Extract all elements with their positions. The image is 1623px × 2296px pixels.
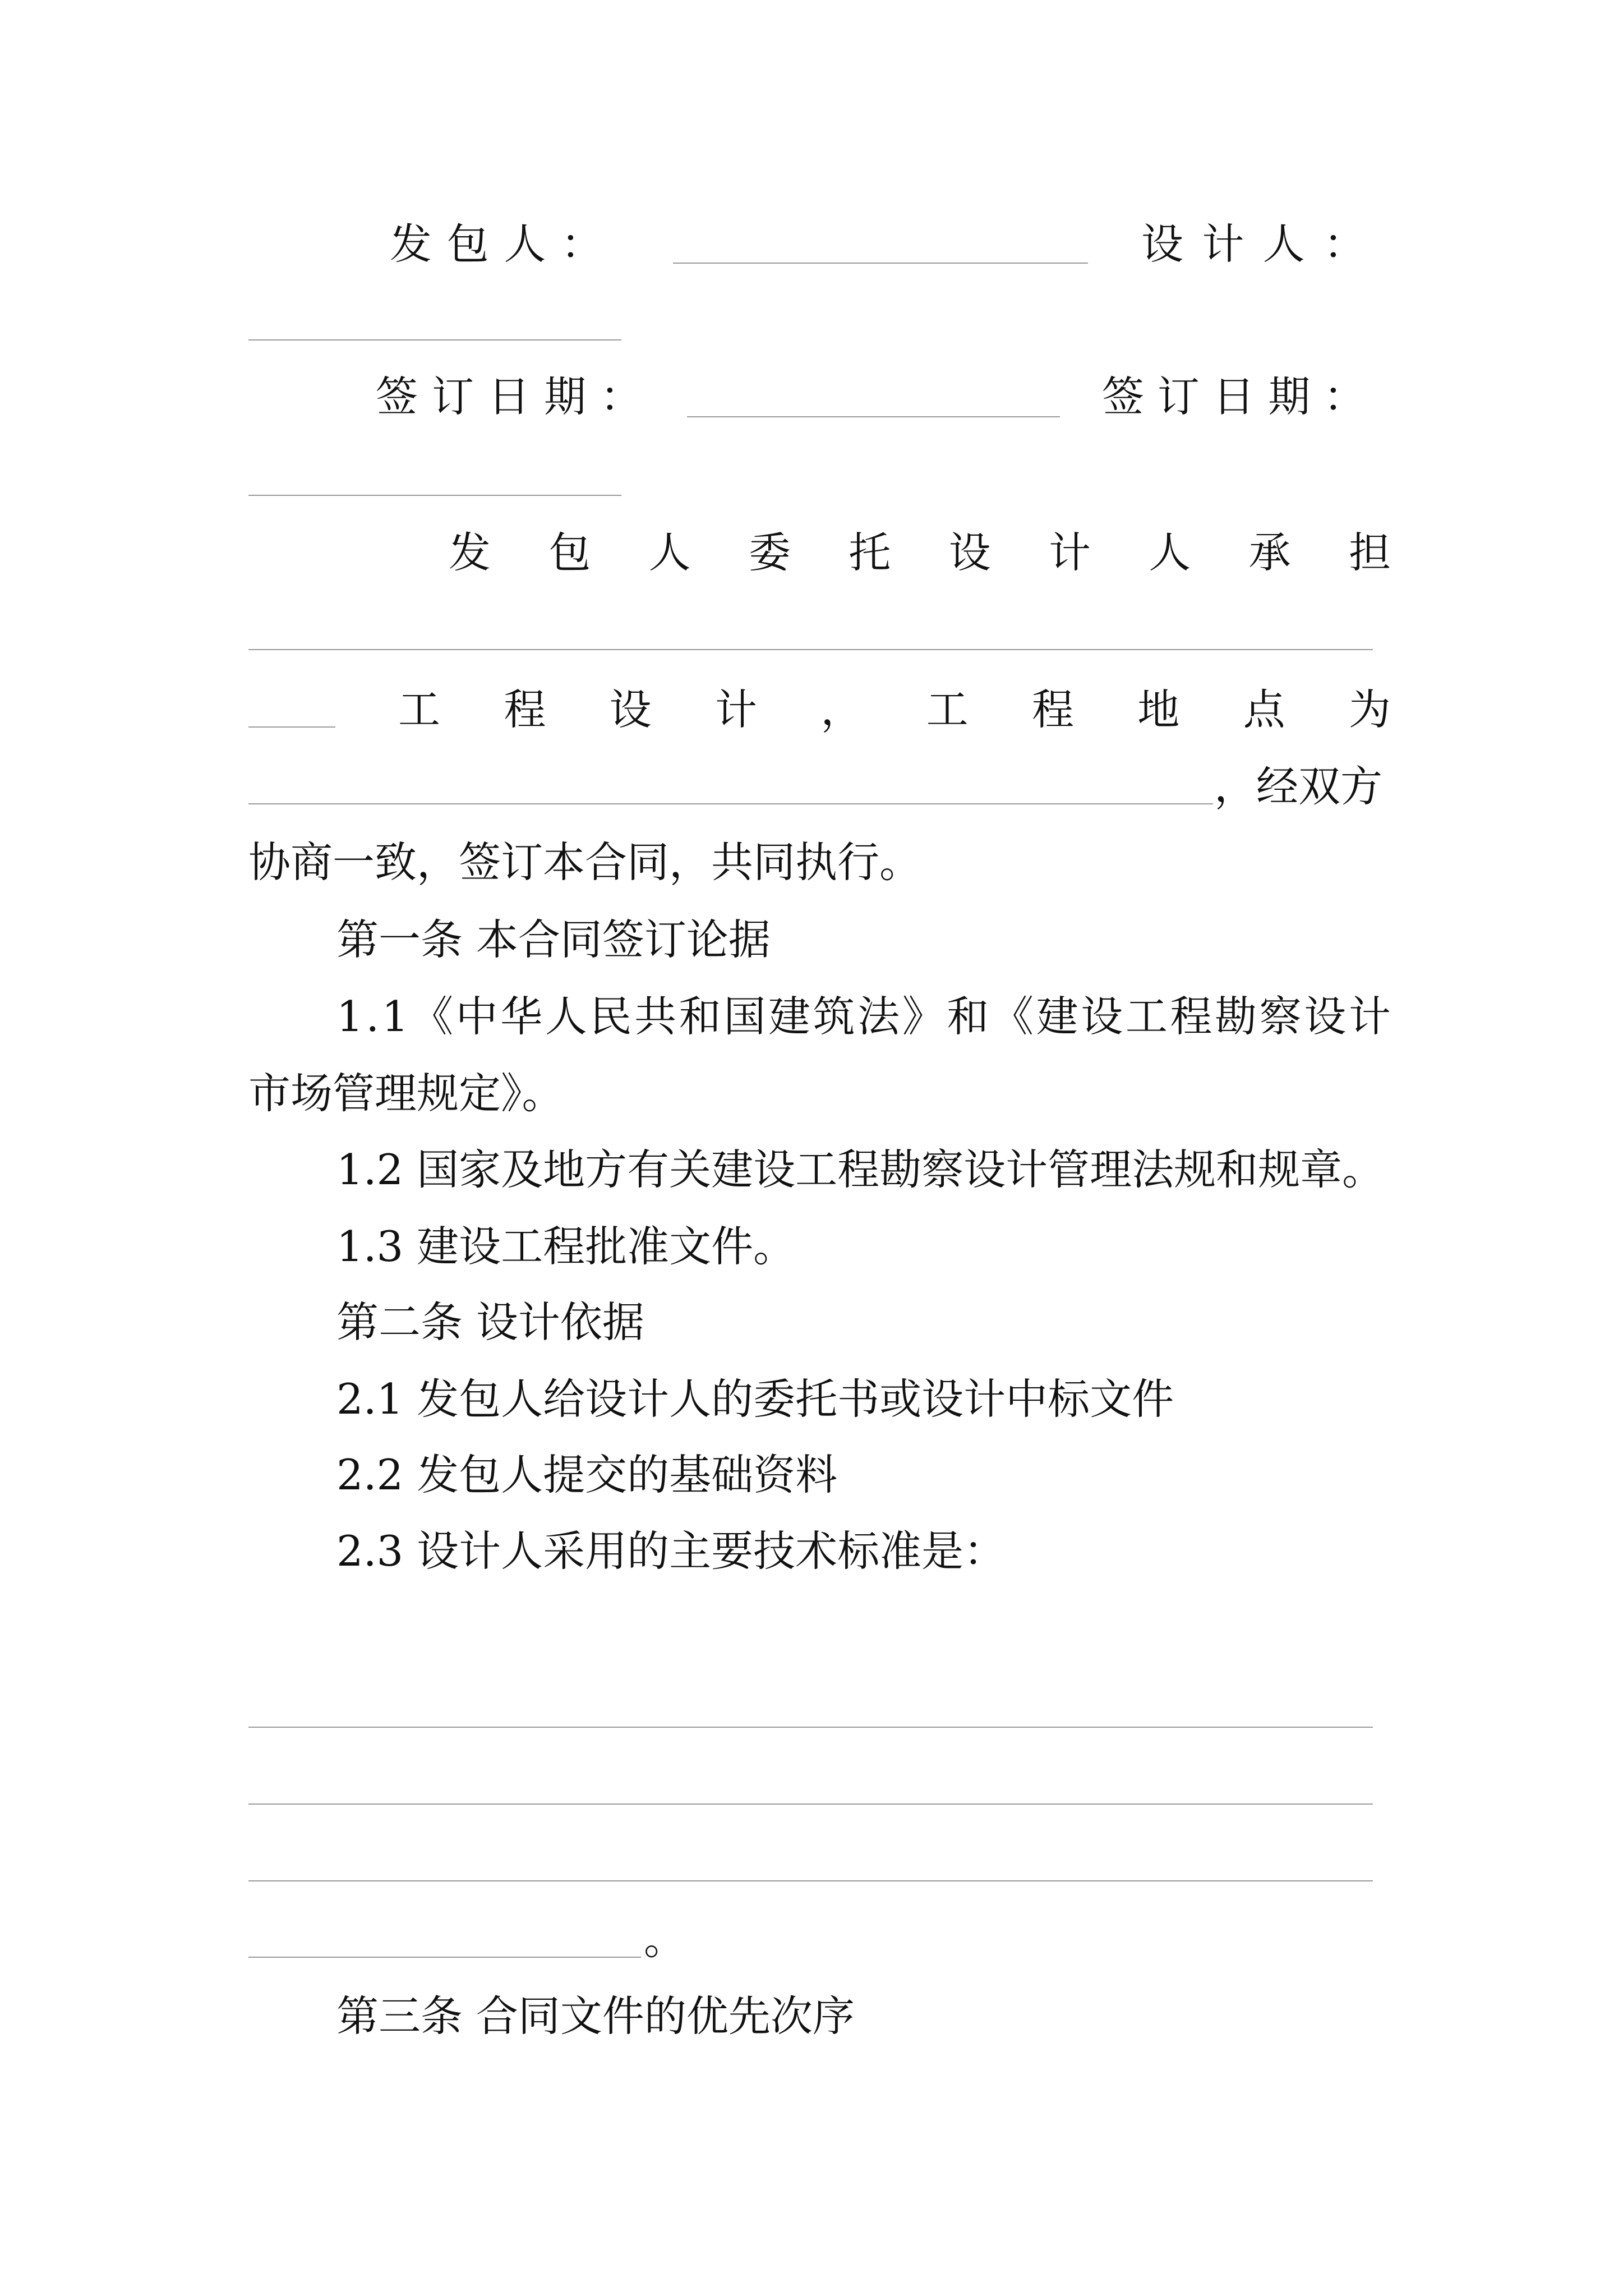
project-name-blank[interactable] [248,649,1373,650]
designer-name-blank[interactable] [248,339,621,341]
article-3-heading: 第三条 合同文件的优先次序 [336,1991,855,2041]
article-2-heading: 第二条 设计依据 [336,1297,644,1347]
employer-label: 发 包 人 ： [390,219,603,269]
project-name-blank-tail[interactable] [248,726,335,728]
designer-label: 设 计 人 ： [1141,219,1366,269]
technical-standards-blank-1[interactable] [248,1727,1373,1728]
article-1-item-1-2: 1.2 国家及地方有关建设工程勘察设计管理法规和规章。 [336,1145,1385,1194]
article-2-item-2-2: 2.2 发包人提交的基础资料 [336,1450,838,1499]
article-1-heading: 第一条 本合同签订论据 [336,915,771,964]
project-location-blank[interactable] [248,803,1213,804]
article-1-item-1-3: 1.3 建设工程批准文件。 [336,1222,796,1271]
article-1-item-1-1-line2: 市场管理规定》。 [248,1069,564,1118]
designer-sign-date-label: 签 订 日 期 ： [1102,372,1366,421]
technical-standards-blank-4[interactable] [248,1957,641,1958]
technical-standards-blank-3[interactable] [248,1880,1373,1881]
intro-line-2: 工 程 设 计 ， 工 程 地 点 为 [398,685,1391,734]
technical-standards-blank-2[interactable] [248,1803,1373,1805]
article-2-item-2-3: 2.3 设计人采用的主要技术标准是： [336,1526,1006,1576]
article-2-item-2-1: 2.1 发包人给设计人的委托书或设计中标文件 [336,1374,1174,1424]
employer-sign-date-blank[interactable] [687,416,1060,417]
technical-standards-end-mark: 。 [644,1915,686,1964]
employer-name-blank[interactable] [673,263,1088,264]
intro-line-3-tail: ，经双方 [1214,762,1383,811]
intro-line-4: 协商一致，签订本合同，共同执行。 [248,838,922,887]
employer-sign-date-label: 签 订 日 期 ： [376,372,642,421]
intro-line-1: 发 包 人 委 托 设 计 人 承 担 [449,528,1391,577]
designer-sign-date-blank[interactable] [248,495,621,496]
article-1-item-1-1-line1: 1 . 1 《 中 华 人 民 共 和 国 建 筑 法 》 和 《 建 设 工 程 勘 察 设 计 [336,992,1391,1041]
